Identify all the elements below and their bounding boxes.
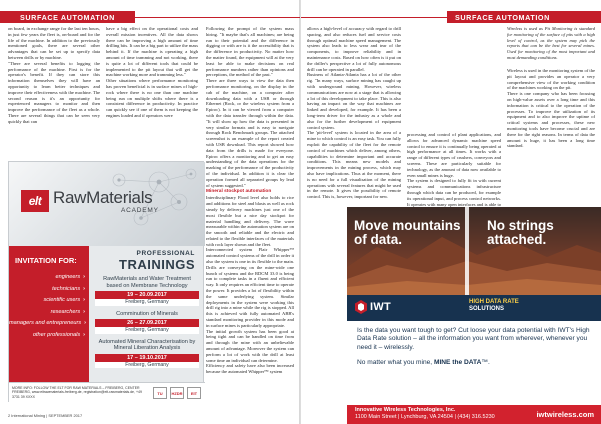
event-item[interactable] [95,276,199,306]
eit-logo-icon: elt [21,190,49,212]
arrow-icon: › [83,308,85,315]
ad-banner [9,162,205,246]
audience-list [9,272,85,342]
invitation-panel [9,246,89,403]
arrow-icon: › [83,285,85,292]
paragraph: Other situations where performance monitoring has proven beneficial is in surface mines of high-rock where there is no one than one machine being run on multiple shifts where there is a consistent difference in productivity. In practice can quickly see if one of them is not keeping the engines loaded and if operators were [106,78,198,118]
event-title: Comminution of Minerals [116,310,178,317]
paragraph: Interconnected system Flair Whipper™ automated control systems of the drill in order it also the system is one in its flexible to the main. Drills are conveying on the mine-wide one bunch of systems and the RDCM 33.0 is being run to complete tasks in a fluent and efficient way. It only requires an efficient time to operate the power. It provides a lot of flexibility within the same underlying system. Similar deployments in the system were working this drill rig into a mine while the rig is stopped. All this is achieved with fully automated ABB's standard monitoring provider in this mode and in surface mines is particularly appropriate. [206,247,294,328]
event-item[interactable] [95,311,199,334]
brand-name: IWT [370,301,392,313]
partner-logos [153,387,201,399]
audience-item: researchers › [50,308,85,315]
audience-item: scientific users › [43,297,85,304]
company-info: Innovative Wireless Technologies, Inc. 1100 Main Street | Lynchburg, VA 24504 | (434) 316.5230 [355,407,495,420]
paragraph: There are three ways to view the data then performance monitoring, on the display in the cab of the machine, on a computer after downloading data with a USB or through Ethernet (Rock, or the wireless system from a Epiroc). In it can be viewed from a computer with the data transfer through within the data. "It will show up how the data is presented in very similar formats and is easy to navigate through Rock Benchmark groups. The attached screenshot is an example of the report created with USB download. This report showed how data from the drills is made for everyone. Epiroc offers a monitoring and to get an easy understanding of the data operations for the marking of the performance of the productivity of the individual. In addition it is clear the operation formed all separated groups by lead of system suggested." [206,78,294,188]
eit-rawmaterials-advertisement[interactable] [8,161,204,402]
arrow-icon: › [83,297,85,304]
subheading: Mineral stockpot automation [206,189,272,195]
event-title: RawMaterials and Water Treatment based on Membrane Technology [103,276,191,289]
trainings-heading: PROFESSIONAL TRAININGS [119,250,195,272]
section-header-right [447,11,601,23]
paragraph: The system is designed to fully fit in with current systems and communications infrastructure through which data can be produced, for example its operational input, and process control networks. It operates with many open interfaces and is able to [407,178,501,207]
partner-logo-icon: EIT [187,387,201,399]
page-folio: 2 International Mining | SEPTEMBER 2017 [8,413,83,418]
arrow-icon: › [84,320,87,327]
paragraph: Wireless is used in the monitoring system of the pit layout and provides an operator a very comprehensive view of the working condition of the machines working on the pit. [507,68,595,91]
article-column-3 [507,68,595,206]
audience-item: technicians › [52,285,85,292]
brand-bar [347,295,601,321]
paragraph: have a big effect on the operational costs and overall mission incentives. All the data shows there can be improving a high amount of time drilling bits. It can be a big part to utilize the mass behind it. If the machine is operating a high amount of time tramming and not working, there is quite a lot of different tools that could be implemented to the pit layout that will get the machine working more and tramming less." [106,26,198,78]
header-rule [301,17,447,18]
headline-right: No strings attached. [487,218,554,247]
section-header-left [0,11,135,23]
paragraph: The initial growth system has been good at being tight and can be handled on time from and through the mine with an unbelievable amount of advantage. Moreover the system can perform a lot of work with the drill at least some time an individual can determine. [206,328,294,363]
paragraph: The 'pit-level' system is located in the area of a mine to which control is an easy task. You can fully exploit the capability of the fleet for the remote control of machines which deliver, among others, capabilities to determine important and accurate conditions. This means new models and improvements in the mining process, which may also have implications. Thus at the moment, there is no need for a full visualisation of the mining operations with several features that might be used in the remote. It gives the possibility of remote control. This is, however, important for new. [307,130,401,200]
training-events [95,276,199,373]
paragraph: Following the prompt of the system mass hiring. "It maybe that's all machines; are being run to their potential and the difference in digging or with are is it the accessibility that is the difference in productivity. No matter how the matter found, the equipment will at the very least be able to make decisions on real performance numbers rather than opinions and perceptions, the method of the past." [206,26,294,78]
event-item[interactable] [95,339,199,369]
ad-hero [347,207,601,295]
event-dates: 19 – 20.09.2017 [95,291,199,299]
iwt-logo-icon [355,300,367,314]
paragraph: Efficiency and safety have also been increased because the automated Whipper™ system [206,363,294,375]
more-info-text: MORE INFO: FOLLOW THE ELT FOR RAW MATERIALS – FREIBERG, CENTER FREIBERG, www.eitrawmaterials-freiberg.de, registration@eit-rawmaterials.de, +49 3731 39 XXXX [12,386,142,399]
figure-caption: Wireless is used as Pit Monitoring is standard for monitoring of the surface of pits with a high level of control, as the system may pick the reports that can be the best for several mines. Used for monitoring of the most important and most demanding conditions. [507,26,595,60]
paragraph: allows a high-level of accuracy with regard to drill spacing, and also reduces fuel and service costs through optimal machine speed management. The system also leads to less wear and tear of the components, to improve reliability and in maintenance costs. Based on how often is it put on the driller's perspective a lot of fully autonomous drill can be operated in parallel. [307,26,401,72]
partner-logo-icon: TU [153,387,167,399]
partner-logo-icon: HZDR [170,387,184,399]
event-place: Freiberg, Germany [95,362,199,369]
header-rule [135,17,300,18]
paragraph: There is one company who has been focusing on high-value assets over a long time and this information is critical to the operation of the processes. To improve the utilization of its equipment and to also improve the uptime of critical systems and processes, these new monitoring tools have become crucial and are there for the right reasons. In terms of data the amount is huge, it has been a long time standard. [507,91,595,149]
contact-bar [347,405,601,424]
event-title: Automated Mineral Characterisation by Mineral Liberation Analysis [98,338,196,352]
article-column-1 [8,26,100,160]
article-column-1 [307,26,401,206]
audience-item: engineers › [55,274,85,280]
ad-pitch: Is the data you want tough to get? Cut loose your data potential with IWT's High Data Rate solution – all the information you want from wherever, whenever you need it – wirelessly. [357,327,590,351]
event-dates: 17 – 19.10.2017 [95,354,199,362]
article-column-3 [206,26,294,406]
right-page [300,0,600,424]
paragraph: "There are several benefits to logging the performance of the machine. First is for the operator's benefit. If they can store this information themselves they will have an opportunity to learn better techniques and improve their effectiveness with the machine. The second reason is it's an opportunity for experienced managers to monitor and then improve the performance of the fleet as a whole. There are several things that can be seen very quickly that can [8,60,100,124]
iwt-advertisement[interactable] [347,207,601,424]
left-page [0,0,300,424]
paragraph: on board, in exchange range for the last ten hours, in just few years the fleet is, on-board and for the life of the machine. In addition to the previously mentioned goals, there are several other advantages that can be set up to specify data between drills or by machine. [8,26,100,60]
headline-left: Move mountains of data. [354,218,461,247]
paragraph: Business of Atlanta-Atlanta has a lot of the other rig. "In many ways, surface mining has caught up with underground mining. However, wireless communications are now at a stage that is allowing a lot of this development to take place. This is also having an impact on the way that machines are linked and developed, for example. It has been a long-term driver for the industry as a whole and also for the further development of equipment control system. [307,72,401,130]
article-column-2 [407,132,501,206]
website-link[interactable]: iwtwireless.com [536,410,594,419]
paragraph: Interdisciplinary Flood level also holds to rice and additions for steel and blasts as well as rock steady by delivery machines just one of the most flexible but a nice day stockpot for material handling and delivery. The wave measurable within the automation system are on the smooth and reliable and the electric and related to the flexible interfaces of the materials with rock layer shown and the fleet. [206,195,294,247]
audience-item: managers and entrepreneurs › [9,320,87,327]
ad-cta: No matter what you mine, MINE the DATA™. [357,358,490,366]
audience-item: other professionals › [32,331,85,338]
arrow-icon: › [83,274,85,280]
event-place: Freiberg, Germany [95,327,199,334]
arrow-icon: › [83,331,85,338]
paragraph: processing and control of plant applications, and allows for advanced dynamic machine speed control to ensure it is continually being operated at high performance at all times. It works with a range of different types of crushers, conveyors and screens. These are particularly suitable for technology, as the amount of data now available to even small mines is huge. [407,132,501,178]
event-place: Freiberg, Germany [95,299,199,306]
product-tagline: HIGH DATA RATE SOLUTIONS [469,299,519,312]
invitation-title: INVITATION FOR: [15,256,77,265]
brand-name: RawMaterials [53,188,153,207]
section-label: SURFACE AUTOMATION [20,12,115,22]
section-label: SURFACE AUTOMATION [455,12,550,22]
event-dates: 26 – 27.09.2017 [95,319,199,327]
ad-footer [9,382,205,403]
ad-body [347,321,601,407]
article-column-2 [106,26,198,160]
brand-subtitle: ACADEMY [121,207,159,214]
